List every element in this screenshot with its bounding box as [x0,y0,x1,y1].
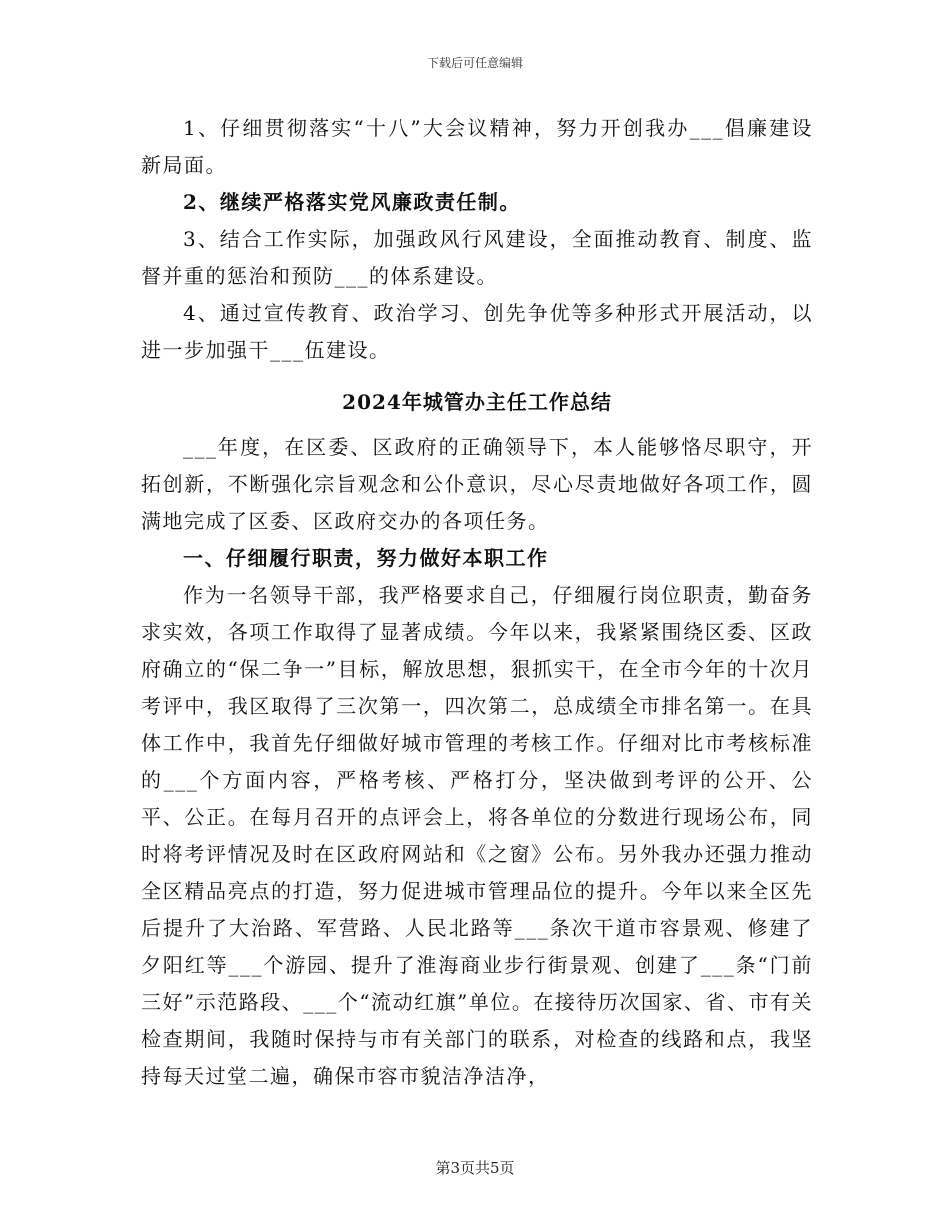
article-title: 2024年城管办主任工作总结 [342,390,612,414]
list-item-2: 2、继续严格落实党风廉政责任制。 [183,190,521,214]
list-item-1: 1、仔细贯彻落实“十八”大会议精神，努力开创我办___倡廉建设新局面。 [141,116,813,177]
list-item-3: 3、结合工作实际，加强政风行风建设，全面推动教育、制度、监督并重的惩治和预防___的体系建设。 [141,227,813,288]
body-paragraph: 作为一名领导干部，我严格要求自己，仔细履行岗位职责，勤奋务求实效，各项工作取得了显著成绩。今年以来，我紧紧围绕区委、区政府确立的“保二争一”目标，解放思想，狠抓实干，在全市今年的十次月考评中，我区取得了三次第一，四次第二，总成绩全市排名第一。在具体工作中，我首先仔细做好城市管理的考核工作。仔细对比市考核标准的___个方面内容，严格考核、严格打分，坚决做到考评的公开、公平、公正。在每月召开的点评会上，将各单位的分数进行现场公布，同时将考评情况及时在区政府网站和《之窗》公布。另外我办还强力推动全区精品亮点的打造，努力促进城市管理品位的提升。今年以来全区先后提升了大治路、军营路、人民北路等___条次干道市容景观、修建了夕阳红等___个游园、提升了淮海商业步行街景观、创建了___条“门前三好”示范路段、___个“流动红旗”单位。在接待历次国家、省、市有关检查期间，我随时保持与市有关部门的联系，对检查的线路和点，我坚持每天过堂二遍，确保市容市貌洁净洁净， [141,583,813,1088]
intro-paragraph: ___年度，在区委、区政府的正确领导下，本人能够恪尽职守，开拓创新，不断强化宗旨观念和公仆意识，尽心尽责地做好各项工作，圆满地完成了区委、区政府交办的各项任务。 [141,435,813,533]
document-body [141,110,813,1095]
page-number: 第3页共5页 [435,1159,515,1177]
list-item-4: 4、通过宣传教育、政治学习、创先争优等多种形式开展活动，以进一步加强干___伍建设。 [141,301,813,362]
section-heading: 一、仔细履行职责，努力做好本职工作 [183,546,549,570]
page-header-note: 下载后可任意编辑 [426,56,523,70]
